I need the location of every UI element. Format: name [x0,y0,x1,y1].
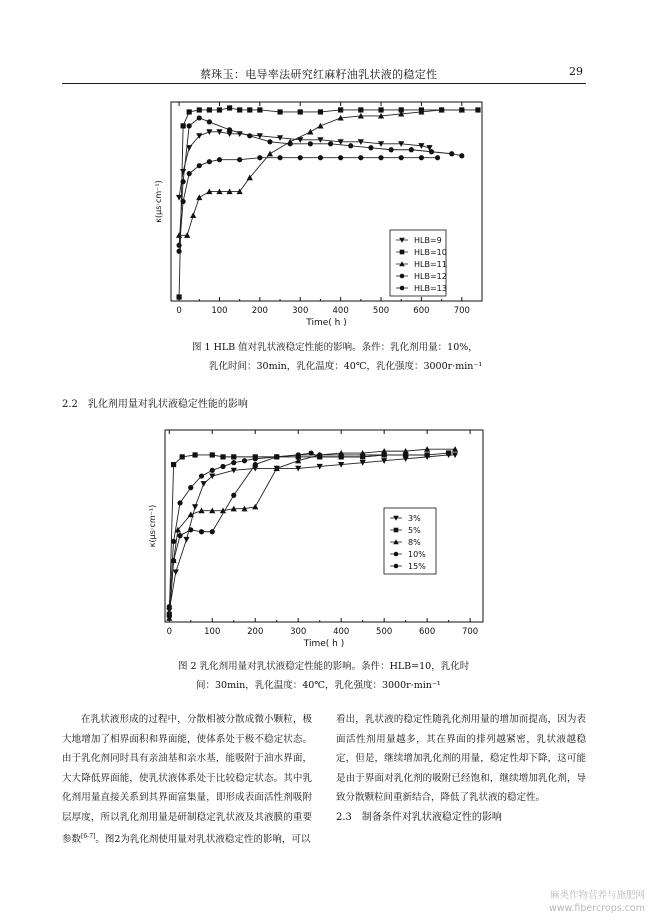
legend-label: HLB=12 [414,272,447,281]
x-tick-label: 300 [290,627,307,637]
data-point [360,454,365,459]
data-point [298,109,303,114]
data-point [277,155,282,160]
left-column-text [62,710,312,850]
x-tick-label: 700 [453,306,470,316]
series-4 [176,115,464,248]
data-point [227,127,232,132]
data-point [449,151,454,156]
data-point [308,141,313,146]
data-point [318,155,323,160]
running-title: 蔡珠玉：电导率法研究红麻籽油乳状液的稳定性 [200,68,438,81]
figure-1-caption-line2: 乳化时间：30min，乳化温度：40℃，乳化强度：3000r·min⁻¹ [209,361,483,372]
data-point [173,569,179,575]
data-point [187,123,192,128]
data-point [338,107,343,112]
x-tick-label: 600 [413,306,430,316]
data-point [348,143,353,148]
data-point [378,155,383,160]
series-3 [176,107,465,238]
x-tick-label: 500 [372,306,390,316]
data-point [378,107,383,112]
data-point [171,462,176,467]
data-point [368,145,373,150]
legend-label: 10% [408,550,426,559]
data-point [307,129,313,135]
site-watermark [545,889,645,915]
data-point [176,249,181,254]
data-point [197,115,202,120]
series-1 [176,129,433,200]
legend-label: HLB=13 [414,284,447,293]
x-tick-label: 600 [419,627,436,637]
data-point [267,151,273,157]
data-point [389,147,394,152]
data-point [247,133,252,138]
data-point [181,123,186,128]
right-column-text [336,710,586,827]
data-point [199,529,204,534]
data-point [317,123,323,129]
data-point [318,109,323,114]
x-tick-label: 200 [251,306,268,316]
data-point [252,504,258,510]
data-point [181,199,186,204]
data-point [237,107,242,112]
data-point [399,155,404,160]
legend-label: 8% [408,538,421,547]
data-point [296,452,301,457]
data-point [167,614,172,619]
data-point [298,155,303,160]
data-point [217,157,222,162]
data-point [339,454,344,459]
x-tick-label: 400 [333,627,350,637]
series-line [179,110,462,235]
figure-1-caption-line1: 图 1 HLB 值对乳状液稳定性能的影响。条件：乳化剂用量：10%， [192,342,478,353]
data-point [177,500,182,505]
data-point [177,533,182,538]
data-point [328,141,333,146]
x-tick-label: 0 [176,306,182,316]
header-divider [62,83,586,84]
data-point [201,481,207,487]
data-point [171,539,176,544]
data-point [257,107,262,112]
x-tick-label: 200 [247,627,264,637]
legend-label: HLB=10 [414,248,447,257]
data-point [196,194,202,200]
x-tick-label: 100 [204,627,221,637]
data-point [435,155,440,160]
data-point [188,485,193,490]
data-point [171,558,176,563]
legend-label: 15% [408,562,426,571]
data-point [217,107,222,112]
right-paragraph: 看出，乳状液的稳定性随乳化剂用量的增加而提高，因为表面活性剂用量越多，其在界面的排列越紧密，乳状液越稳定，但是，继续增加乳化剂的用量，稳定性却下降，这可能是由于界面对乳化剂的吸附已经饱和，继续增加乳化剂，导致分散颗粒间重新结合，降低了乳状液的稳定性。 [336,714,586,803]
legend-label: HLB=9 [414,236,442,245]
data-point [199,473,204,478]
left-paragraph-end: 。图2为乳化剂使用量对乳状液稳定性的影响，可以 [95,834,311,846]
data-point [277,109,282,114]
figure-2-caption-line1: 图 2 乳化剂用量对乳状液稳定性能的影响。条件：HLB=10，乳化时 [178,661,470,672]
legend-marker [400,274,405,279]
data-point [197,107,202,112]
data-point [382,452,387,457]
figure-1-chart [150,96,490,336]
data-point [237,157,242,162]
page-header [0,0,649,92]
y-axis-label: κ(μs·cm⁻¹) [148,504,157,548]
figure-2-chart [144,424,490,648]
x-tick-label: 700 [461,627,479,637]
section-2-2-heading: 2.2 乳化剂用量对乳状液稳定性能的影响 [62,399,248,410]
data-point [207,107,212,112]
data-point [190,212,196,218]
data-point [358,107,363,112]
data-point [288,141,293,146]
x-axis-label: Time( h ) [306,318,347,328]
data-point [274,454,279,459]
data-point [267,139,272,144]
data-point [253,462,258,467]
data-point [176,294,181,299]
data-point [231,460,236,465]
data-point [180,454,185,459]
x-axis-label: Time( h ) [303,639,345,648]
data-point [429,149,434,154]
watermark-line1: 麻类作物营养与施肥网 [549,890,645,901]
legend-label: 5% [408,526,421,535]
citation-ref: [6-7] [81,833,96,840]
legend-marker [394,564,399,569]
x-tick-label: 400 [332,306,349,316]
data-point [187,171,192,176]
data-point [242,458,247,463]
data-point [403,452,408,457]
data-point [167,604,172,609]
legend-marker [394,552,399,557]
data-point [247,107,252,112]
data-point [459,153,464,158]
data-point [317,454,322,459]
left-paragraph: 在乳状液形成的过程中，分散相被分散成微小颗粒，极大地增加了相界面积和界面能，使体系处于极不稳定状态。由于乳化剂同时具有亲油基和亲水基，能吸附于油水界面，大大降低界面能，使乳状液体系处于比较稳定状态。其中乳化剂用量直接关系到其界面富集量，即形成表面活性剂吸附层厚度，所以乳化剂用量是研制稳定乳状液及其液膜的重要参数 [62,714,312,846]
data-point [338,155,343,160]
x-tick-label: 500 [376,627,393,637]
figure-2-caption-line2: 间：30min，乳化温度：40℃，乳化强度：3000r·min⁻¹ [196,680,441,691]
data-point [207,159,212,164]
data-point [358,155,363,160]
data-point [253,456,258,461]
data-point [183,537,189,543]
data-point [446,450,451,455]
data-point [197,163,202,168]
legend-marker [394,528,399,533]
page-number: 29 [569,65,583,78]
x-tick-label: 100 [211,306,228,316]
data-point [475,107,480,112]
data-point [187,109,192,114]
legend-label: HLB=11 [414,260,447,269]
data-point [231,493,236,498]
y-axis-label: κ(μs·cm⁻¹) [154,180,163,223]
data-point [419,155,424,160]
data-point [188,527,193,532]
data-point [231,454,236,459]
data-point [210,529,215,534]
series-line [179,132,429,198]
data-point [181,179,186,184]
data-point [192,504,198,510]
x-tick-label: 300 [292,306,309,316]
watermark-line2: www.fibercrops.com [548,903,645,914]
data-point [207,119,212,124]
data-point [220,464,225,469]
section-2-3-heading: 2.3 制备条件对乳状液稳定性的影响 [336,811,502,823]
legend-label: 3% [408,514,421,523]
data-point [257,155,262,160]
series-line [179,118,462,245]
data-point [210,452,215,457]
data-point [220,454,225,459]
data-point [309,450,314,455]
data-point [227,105,232,110]
legend-marker [400,250,405,255]
legend-marker [400,286,405,291]
data-point [425,452,430,457]
data-point [180,169,186,175]
data-point [409,147,414,152]
data-point [210,468,215,473]
data-point [192,452,197,457]
x-tick-label: 0 [166,627,173,637]
